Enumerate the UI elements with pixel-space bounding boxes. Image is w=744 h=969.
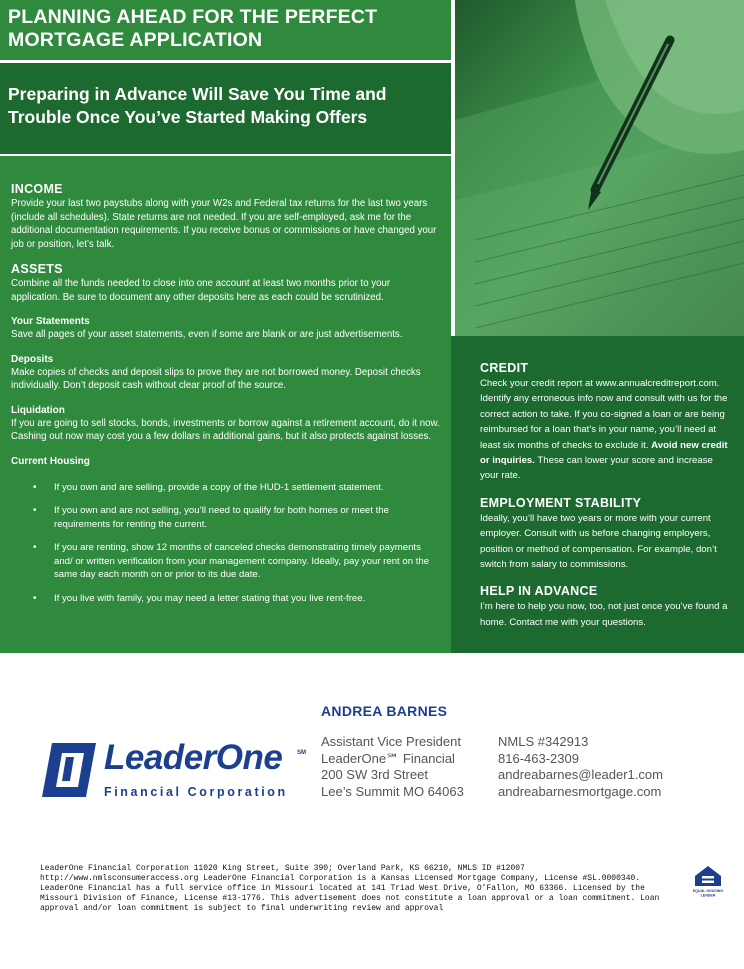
employment-text: Ideally, you’ll have two years or more with your current employer. Consult with us before changing employers, position or method of compensation. For example, don’t switch from salary to commissions. <box>480 512 717 571</box>
headline-line-2: MORTGAGE APPLICATION <box>8 29 263 51</box>
left-content-panel <box>0 156 451 653</box>
contact-phone[interactable]: 816-463-2309 <box>498 750 579 766</box>
list-item: • If you live with family, you may need a letter stating that you live rent-free. <box>33 592 441 606</box>
assets-text: Combine all the funds needed to close into one account at least two months prior to your application. Be sure to document any other deposits here as each could be scrutinized. <box>11 278 391 303</box>
contact-company: LeaderOne℠ Financial <box>321 750 455 766</box>
liquidation-text: If you are going to sell stocks, bonds, investments or borrow against a retirement account, do it now. Cashing out now may cost you a few dollars in additional gains, but it also protects against losses. <box>11 417 440 442</box>
contact-name: ANDREA BARNES <box>321 703 448 719</box>
subheadline-line-1: Preparing in Advance Will Save You Time and <box>8 84 387 104</box>
leaderone-mark-icon <box>40 741 98 799</box>
contact-website[interactable]: andreabarnesmortgage.com <box>498 783 662 799</box>
credit-text-main: Check your credit report at www.annualcreditreport.com. Identify any erroneous info now and consult with us for the correct action to take. If you co-signed a loan or are being reimbursed for a loan that’s in your name, you’ll need at least six months of checks to exclude it. <box>480 378 728 451</box>
ehl-text-1: EQUAL HOUSING <box>693 889 723 893</box>
deposits-text: Make copies of checks and deposit slips to prove they are not borrowed money. Deposit checks individually. Don’t deposit cash without clear proof of the source. <box>11 366 421 391</box>
list-item: • If you own and are not selling, you’ll need to qualify for both homes or meet the requirements for renting the current. <box>33 504 441 531</box>
statements-heading: Your Statements <box>11 316 90 327</box>
subheadline-block <box>0 63 451 154</box>
pen-on-application-photo <box>455 0 744 336</box>
credit-text <box>480 376 734 484</box>
photo-illustration <box>455 0 744 336</box>
legal-disclaimer: LeaderOne Financial Corporation 11020 King Street, Suite 390; Overland Park, KS 66210, NMLS ID #12007 http://www.nmlsconsumeraccess.org LeaderOne Financial Corporation is a Kansas Licensed Mortgage Company, License #SL.0000340. LeaderOne Financial has a full service office in Missouri located at 141 Triad West Drive, O’Fallon, MO 63366. Licensed by the Missouri Division of Finance, License #13-1776. This advertisement does not constitute a loan approval or a loan commitment. Loan approval and/or loan commitment is subject to final underwriting review and approval <box>40 864 660 913</box>
headline-block <box>0 0 451 60</box>
headline-line-1: PLANNING AHEAD FOR THE PERFECT <box>8 6 378 28</box>
contact-title: Assistant Vice President <box>321 734 461 749</box>
statements-text: Save all pages of your asset statements, even if some are blank or are just advertisements. <box>11 329 403 340</box>
credit-text-tail: These can lower your score and increase your rate. <box>480 455 713 482</box>
assets-heading: ASSETS <box>11 262 63 276</box>
current-housing-list <box>11 481 441 606</box>
employment-heading: EMPLOYMENT STABILITY <box>480 495 642 510</box>
equal-housing-lender-icon <box>693 864 723 898</box>
help-heading: HELP IN ADVANCE <box>480 584 598 599</box>
contact-email[interactable]: andreabarnes@leader1.com <box>498 767 663 782</box>
logo-subtitle: Financial Corporation <box>104 785 288 799</box>
contact-address-2: Lee’s Summit MO 64063 <box>321 783 464 799</box>
leaderone-logo <box>40 740 310 802</box>
credit-text-bold: Avoid new credit or inquiries. <box>480 439 728 467</box>
list-item: • If you own and are selling, provide a copy of the HUD-1 settlement statement. <box>33 481 441 495</box>
liquidation-heading: Liquidation <box>11 404 65 416</box>
logo-service-mark: SM <box>297 750 306 756</box>
contact-address-1: 200 SW 3rd Street <box>321 767 428 782</box>
deposits-heading: Deposits <box>11 353 54 365</box>
help-text: I’m here to help you now, too, not just once you’ve found a home. Contact me with your questions. <box>480 601 728 628</box>
contact-column-left <box>321 734 464 800</box>
credit-heading: CREDIT <box>480 361 529 375</box>
contact-nmls: NMLS #342913 <box>498 734 589 749</box>
logo-wordmark: LeaderOne <box>104 738 283 777</box>
income-heading: INCOME <box>11 182 63 196</box>
current-housing-heading: Current Housing <box>11 455 90 467</box>
ehl-text-2: LENDER <box>700 893 716 898</box>
list-item: • If you are renting, show 12 months of canceled checks demonstrating timely payments and/ or written verification from your management company. Ideally, pay your rent on the same day each month on or prior to its due date. <box>33 541 441 582</box>
income-text: Provide your last two paystubs along with your W2s and Federal tax returns for the last two years (include all schedules). State returns are not needed. If you are self-employed, ask me for the additional documentation requirements. If you receive bonus or commissions or have changed your job or position, let’s talk. <box>11 198 437 250</box>
right-content-panel <box>451 336 744 653</box>
contact-column-right <box>498 734 663 800</box>
subheadline-line-2: Trouble Once You’ve Started Making Offers <box>8 107 368 127</box>
